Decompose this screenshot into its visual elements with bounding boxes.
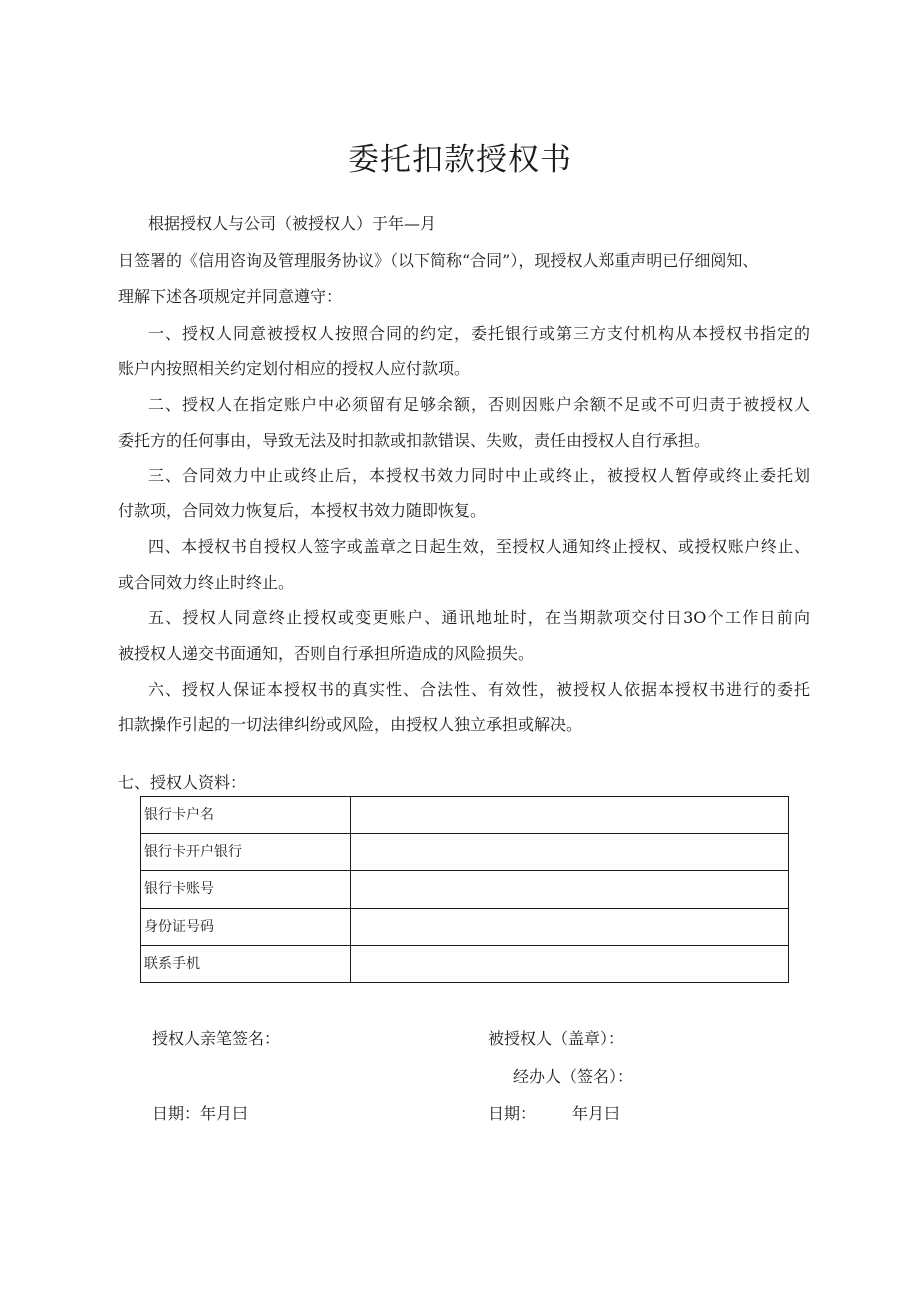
clause-4-line-1: 四、本授权书自授权人签字或盖章之日起生效，至授权人通知终止授权、或授权账户终止、 bbox=[148, 537, 810, 556]
clause-5-line-2: 被授权人递交书面通知，否则自行承担所造成的风险损失。 bbox=[118, 644, 535, 663]
date-right-value: 年月曰 bbox=[572, 1104, 621, 1123]
clause-3-line-2: 付款项，合同效力恢复后，本授权书效力随即恢复。 bbox=[118, 501, 487, 520]
clause-5-line-1: 五、授权人同意终止授权或变更账户、通讯地址时，在当期款项交付日3O个工作日前向 bbox=[148, 608, 810, 627]
field-value-bank[interactable] bbox=[351, 834, 789, 871]
table-row bbox=[141, 797, 789, 834]
field-label-account-name: 银行卡户名 bbox=[141, 797, 351, 834]
field-value-id-number[interactable] bbox=[351, 908, 789, 945]
clause-6-line-1: 六、授权人保证本授权书的真实性、合法性、有效性，被授权人依据本授权书进行的委托 bbox=[148, 680, 810, 699]
field-label-card-number: 银行卡账号 bbox=[141, 871, 351, 908]
info-section-heading: 七、授权人资料： bbox=[118, 773, 247, 792]
date-right-label: 日期： bbox=[488, 1104, 537, 1123]
clause-1-line-2: 账户内按照相关约定划付相应的授权人应付款项。 bbox=[118, 359, 471, 378]
clause-6-line-2: 扣款操作引起的一切法律纠纷或风险，由授权人独立承担或解决。 bbox=[118, 715, 583, 734]
intro-line-3: 理解下述各项规定并同意遵守： bbox=[118, 287, 343, 306]
date-left-value: 年月曰 bbox=[200, 1104, 249, 1123]
grantor-signature-label: 授权人亲笔签名： bbox=[152, 1029, 281, 1048]
grantee-seal-label: 被授权人（盖章）： bbox=[488, 1029, 625, 1048]
document-title: 委托扣款授权书 bbox=[348, 142, 572, 178]
field-label-bank: 银行卡开户银行 bbox=[141, 834, 351, 871]
intro-line-2: 日签署的《信用咨询及管理服务协议》（以下简称“合同”），现授权人郑重声明已仔细阅知、 bbox=[118, 251, 759, 270]
date-right bbox=[488, 1103, 620, 1125]
date-left-label: 日期： bbox=[152, 1104, 201, 1123]
date-left bbox=[152, 1103, 248, 1125]
table-row bbox=[141, 834, 789, 871]
clause-4-line-2: 或合同效力终止时终止。 bbox=[118, 573, 295, 592]
field-value-phone[interactable] bbox=[351, 945, 789, 982]
field-label-id-number: 身份证号码 bbox=[141, 908, 351, 945]
field-value-account-name[interactable] bbox=[351, 797, 789, 834]
grantor-info-table bbox=[140, 796, 789, 983]
field-value-card-number[interactable] bbox=[351, 871, 789, 908]
clause-3-line-1: 三、合同效力中止或终止后，本授权书效力同时中止或终止，被授权人暂停或终止委托划 bbox=[148, 466, 810, 485]
clause-2-line-1: 二、授权人在指定账户中必须留有足够余额，否则因账户余额不足或不可归责于被授权人 bbox=[148, 395, 810, 414]
table-row bbox=[141, 945, 789, 982]
handler-signature-label: 经办人（签名）： bbox=[513, 1067, 634, 1086]
field-label-phone: 联系手机 bbox=[141, 945, 351, 982]
clause-2-line-2: 委托方的任何事由，导致无法及时扣款或扣款错误、失败，责任由授权人自行承担。 bbox=[118, 431, 711, 450]
table-row bbox=[141, 908, 789, 945]
clause-1-line-1: 一、授权人同意被授权人按照合同的约定，委托银行或第三方支付机构从本授权书指定的 bbox=[148, 324, 810, 343]
table-row bbox=[141, 871, 789, 908]
intro-line-1: 根据授权人与公司（被授权人）于年—月 bbox=[148, 214, 437, 233]
